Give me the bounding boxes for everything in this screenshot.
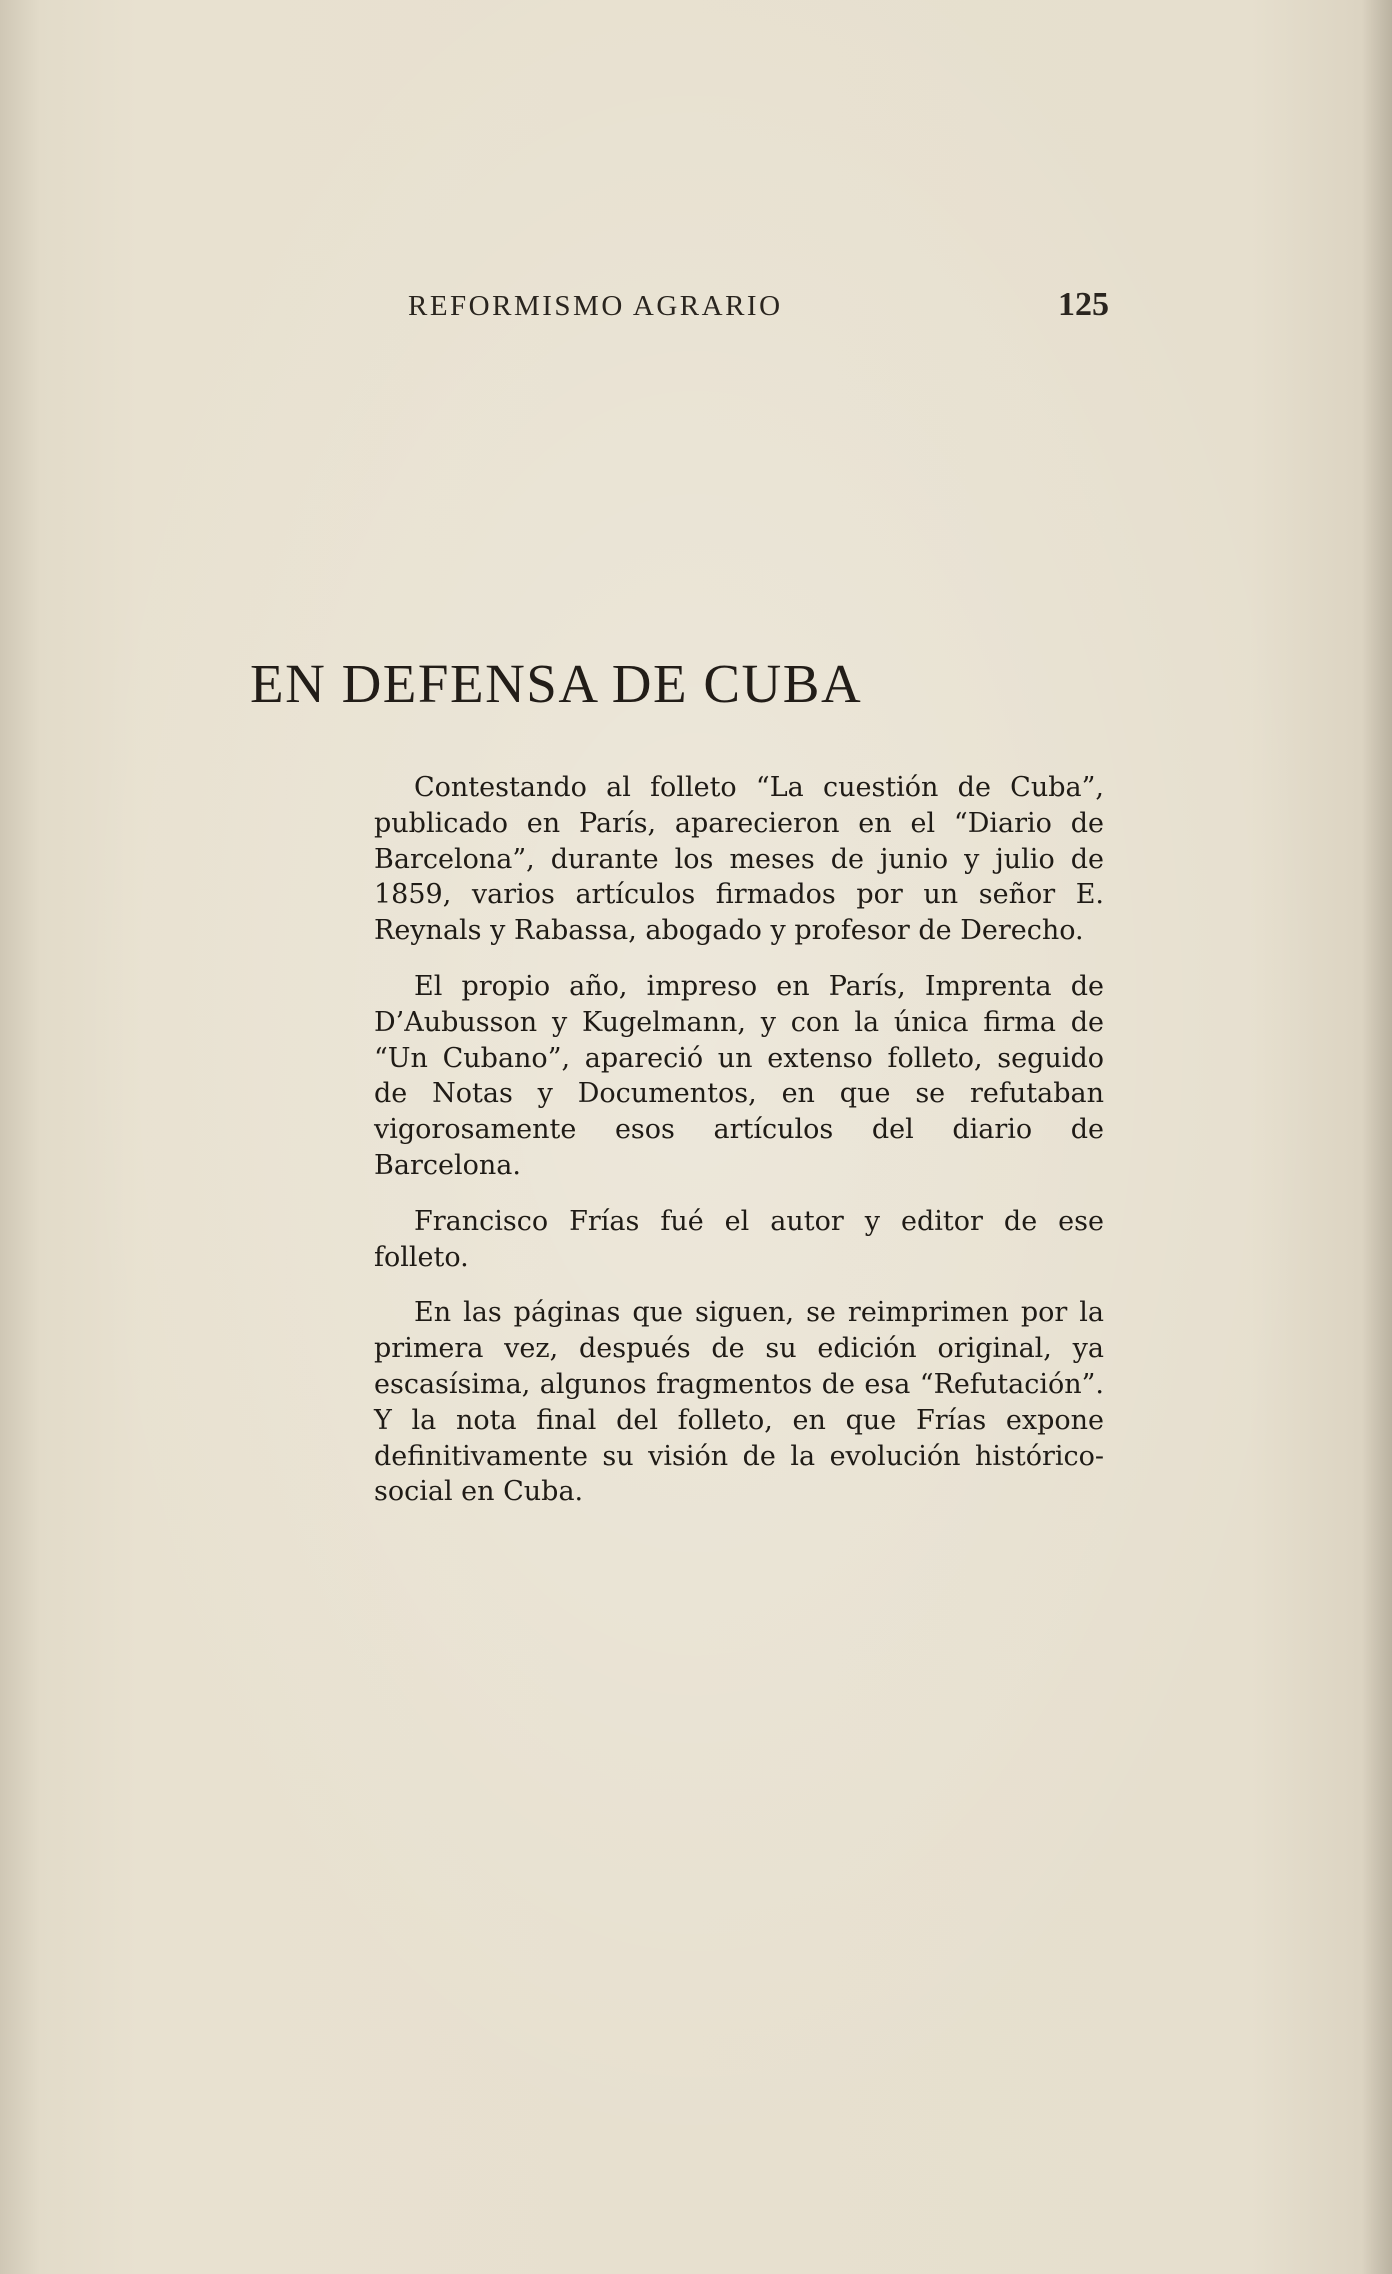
running-head: REFORMISMO AGRARIO bbox=[408, 290, 783, 322]
paragraph: El propio año, impreso en París, Imprenta de D’Aubusson y Kugelmann, y con la única firma de “Un Cubano”, apareció un extenso folleto, seguido de Notas y Documentos, en que se refutaban vigorosamente esos artículos del diario de Barcelona. bbox=[374, 970, 1104, 1181]
body-text bbox=[374, 770, 1104, 1530]
page-number: 125 bbox=[1058, 286, 1109, 323]
paragraph: Francisco Frías fué el autor y editor de ese folleto. bbox=[374, 1205, 1104, 1273]
page-edge-shadow bbox=[1362, 0, 1392, 2274]
paragraph: Contestando al folleto “La cuestión de Cuba”, publicado en París, aparecieron en el “Diario de Barcelona”, durante los meses de junio y julio de 1859, varios artículos firmados por un señor E. Reynals y Rabassa, abogado y profesor de Derecho. bbox=[374, 772, 1104, 947]
paragraph: En las páginas que siguen, se reimprimen por la primera vez, después de su edición original, ya escasísima, algunos fragmentos de esa “Refutación”. Y la nota final del folleto, en que Frías expone definitivamente su visión de la evolución histórico-social en Cuba. bbox=[374, 1297, 1104, 1508]
chapter-title: EN DEFENSA DE CUBA bbox=[250, 653, 863, 714]
